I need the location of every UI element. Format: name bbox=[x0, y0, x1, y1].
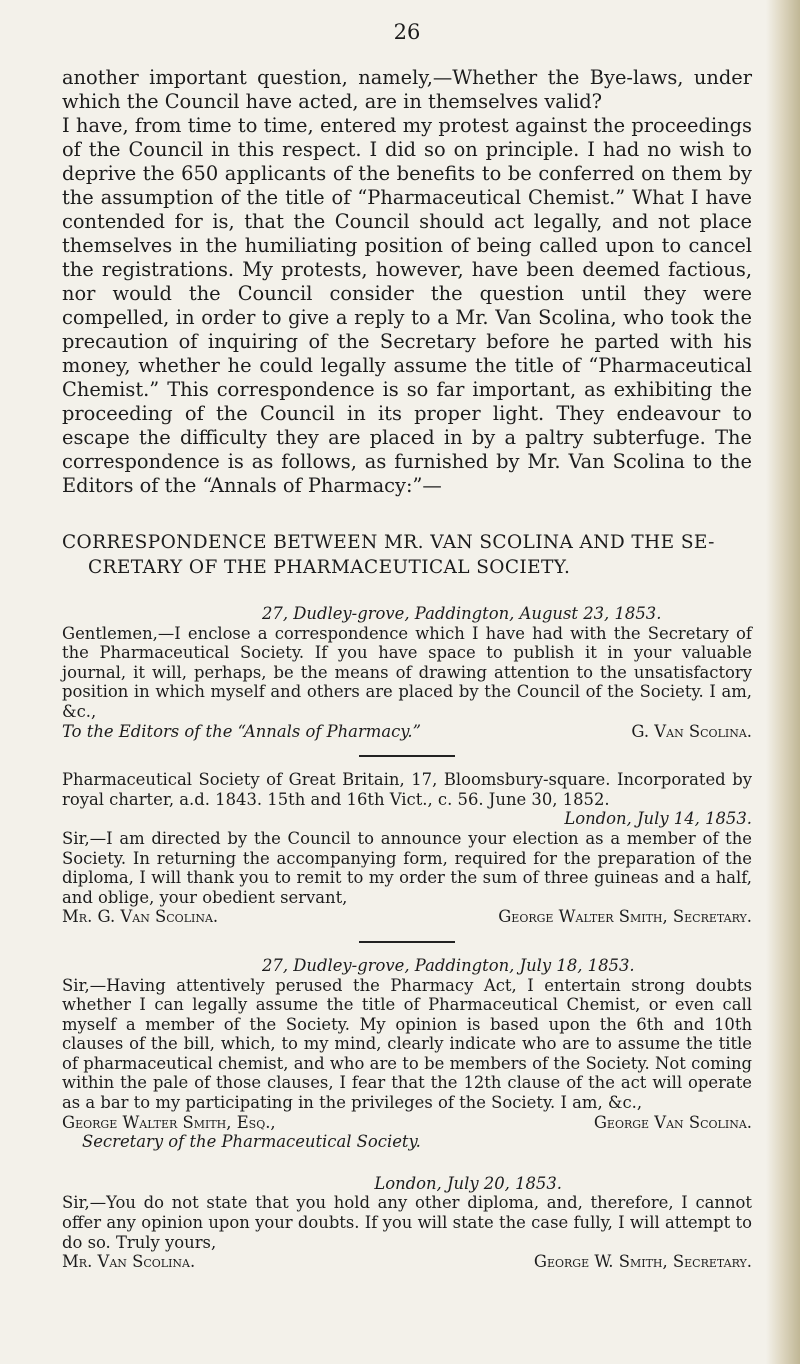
heading-line-1: CORRESPONDENCE BETWEEN MR. VAN SCOLINA AND THE SE- bbox=[62, 532, 715, 553]
letter-dateline: 27, Dudley-grove, Paddington, July 18, 1853. bbox=[262, 955, 635, 975]
letter-addressee: Mr. Van Scolina. bbox=[62, 1252, 196, 1272]
letter-4 bbox=[62, 1174, 752, 1272]
letter-signoff bbox=[62, 722, 752, 742]
letter-2 bbox=[62, 770, 752, 927]
letter-letterhead: Pharmaceutical Society of Great Britain, 17, Bloomsbury-square. Incorporated by royal charter, a.d. 1843. 15th and 16th Vict., c. 56. June 30, 1852. bbox=[62, 770, 752, 809]
letter-3 bbox=[62, 956, 752, 1152]
letter-signoff bbox=[62, 907, 752, 927]
letter-body: Sir,—Having attentively perused the Pharmacy Act, I entertain strong doubts whether I can legally assume the title of Pharmaceutical Chemist, or even call myself a member of the Society. My opinion is based upon the 6th and 10th clauses of the bill, which, to my mind, clearly indicate who are to assume the title of pharmaceutical chemist, and who are to be members of the Society. Not coming within the pale of those clauses, I fear that the 12th clause of the act will operate as a bar to my participating in the privileges of the Society. I am, &c., bbox=[62, 975, 752, 1113]
separator-rule bbox=[359, 755, 455, 757]
letter-dateline: London, July 20, 1853. bbox=[374, 1173, 562, 1193]
letter-addressee-title: Secretary of the Pharmaceutical Society. bbox=[82, 1132, 421, 1152]
intro-text bbox=[62, 66, 752, 498]
letter-signature: G. Van Scolina. bbox=[631, 721, 752, 741]
page-number: 26 bbox=[393, 20, 421, 44]
letter-signature: George W. Smith, Secretary. bbox=[533, 1252, 752, 1272]
page-edge-shadow bbox=[766, 0, 800, 1364]
letter-addressee: George Walter Smith, Esq., bbox=[62, 1112, 276, 1132]
letter-body: Sir,—I am directed by the Council to announce your election as a member of the Society. In returning the accompanying form, required for the preparation of the diploma, I will thank you to remit to my order the sum of three guineas and a half, and oblige, your obedient servant, bbox=[62, 828, 752, 907]
intro-paragraph-2: I have, from time to time, entered my protest against the proceedings of the Council in this respect. I did so on principle. I had no wish to deprive the 650 applicants of the benefits to be conferred on them by the assumption of the title of “Pharmaceutical Chemist.” What I have contended for is, that the Council should act legally, and not place themselves in the humiliating position of being called upon to cancel the registrations. My protests, however, have been deemed factious, nor would the Council consider the question until they were compelled, in order to give a reply to a Mr. Van Scolina, who took the precaution of inquiring of the Secretary before he parted with his money, whether he could legally assume the title of “Pharmaceutical Chemist.” This correspondence is so far important, as exhibiting the proceeding of the Council in its proper light. They endeavour to escape the difficulty they are placed in by a paltry subterfuge. The correspondence is as follows, as furnished by Mr. Van Scolina to the Editors of the “Annals of Pharmacy:”— bbox=[62, 114, 752, 497]
heading-line-2: CRETARY OF THE PHARMACEUTICAL SOCIETY. bbox=[88, 557, 571, 578]
letter-signoff bbox=[62, 1113, 752, 1133]
letter-addressee: Mr. G. Van Scolina. bbox=[62, 907, 219, 927]
intro-paragraph-1: another important question, namely,—Whether the Bye-laws, under which the Council have acted, are in themselves valid? bbox=[62, 66, 752, 113]
letter-body: Gentlemen,—I enclose a correspondence which I have had with the Secretary of the Pharmaceutical Society. If you have space to publish it in your valuable journal, it will, perhaps, be the means of drawing attention to the unsatisfactory position in which myself and others are placed by the Council of the Society. I am, &c., bbox=[62, 623, 752, 721]
letter-addressee: To the Editors of the “Annals of Pharmacy.” bbox=[62, 721, 421, 741]
letter-signoff bbox=[62, 1252, 752, 1272]
correspondence-heading bbox=[62, 530, 752, 580]
letter-signature: George Walter Smith, Secretary. bbox=[498, 907, 752, 927]
document-page bbox=[62, 20, 752, 1272]
separator-rule bbox=[359, 941, 455, 943]
letter-body: Sir,—You do not state that you hold any other diploma, and, therefore, I cannot offer any opinion upon your doubts. If you will state the case fully, I will attempt to do so. Truly yours, bbox=[62, 1193, 752, 1252]
letter-signature: George Van Scolina. bbox=[593, 1112, 752, 1132]
letter-dateline: London, July 14, 1853. bbox=[564, 809, 752, 829]
letter-1 bbox=[62, 604, 752, 741]
letter-dateline: 27, Dudley-grove, Paddington, August 23, 1853. bbox=[262, 604, 662, 623]
